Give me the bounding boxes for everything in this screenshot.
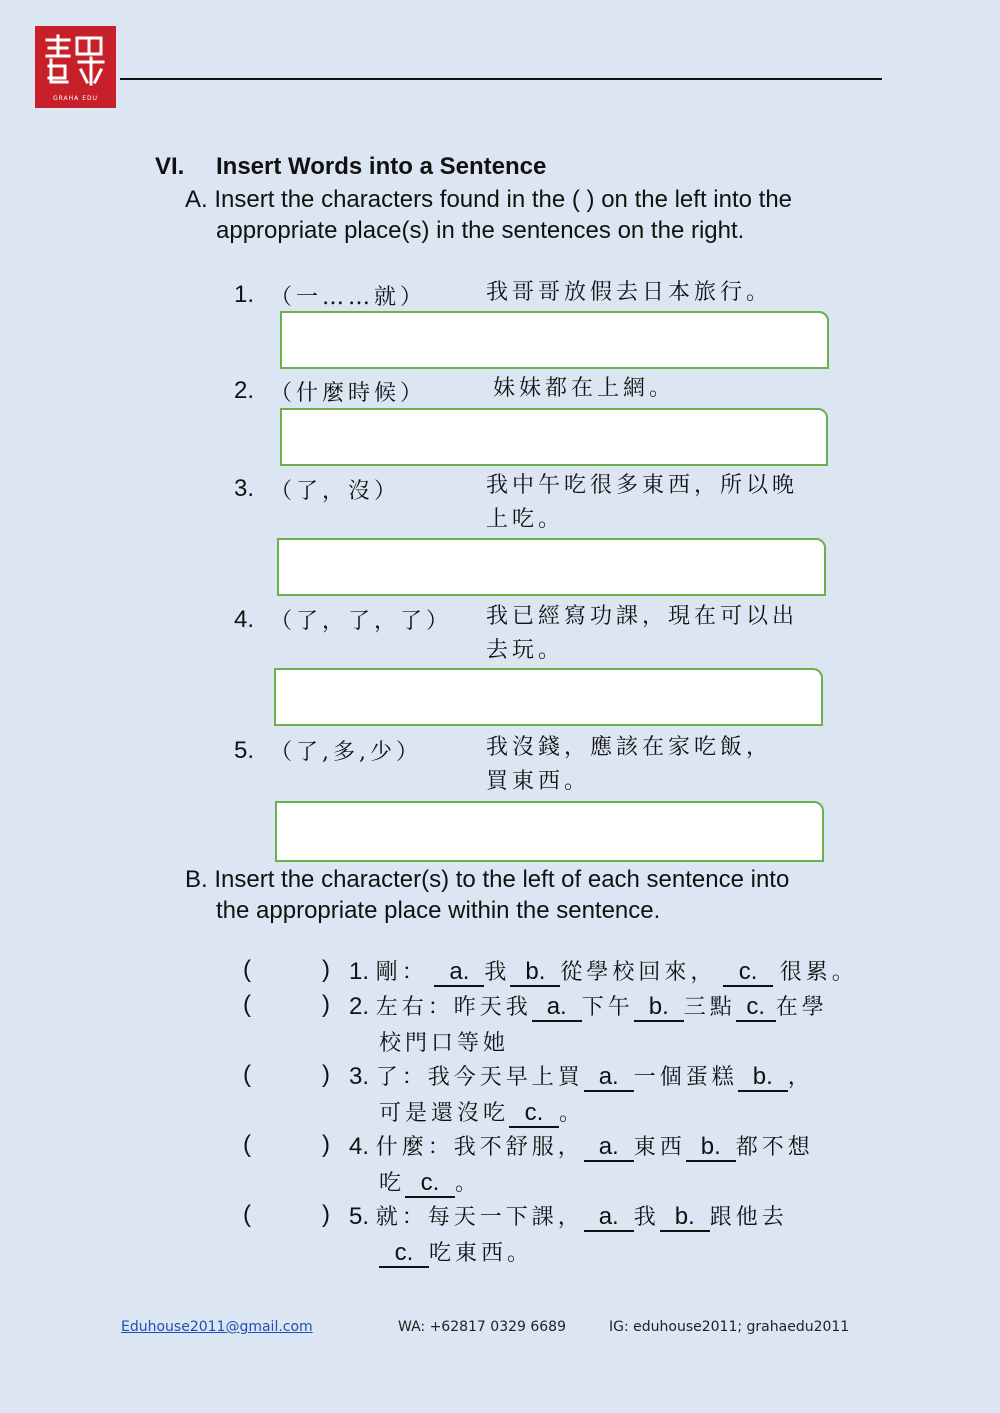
email-link[interactable]: Eduhouse2011@gmail.com (121, 1319, 313, 1335)
blank-slot: c. (723, 959, 773, 987)
answer-box-3[interactable] (277, 538, 826, 596)
part-a-item-3-cue: （了，沒） (270, 479, 401, 504)
sentence-fragment: 。 (455, 1171, 482, 1196)
answer-paren-open: ( (243, 1061, 251, 1088)
part-a-item-3-sentence (486, 469, 798, 537)
footer-whatsapp: WA: +62817 0329 6689 (398, 1319, 566, 1335)
answer-paren-close: ) (322, 1061, 330, 1088)
sentence-line: 上吃。 (486, 507, 565, 532)
item-number: 5. (349, 1203, 370, 1230)
part-a-item-4-cue: （了，了，了） (270, 609, 453, 634)
part-a-item-3-number: 3. (234, 475, 255, 502)
answer-paren-close: ) (322, 1131, 330, 1158)
answer-paren-close: ) (322, 991, 330, 1018)
answer-paren-open: ( (243, 1131, 251, 1158)
item-number: 1. (349, 958, 370, 985)
answer-box-5[interactable] (275, 801, 824, 862)
sentence-fragment: 東西 (633, 1135, 686, 1160)
sentence-line: 我中午吃很多東西，所以晚 (486, 473, 799, 498)
sentence-fragment: 我今天早上買 (427, 1065, 584, 1090)
part-a-item-5-sentence (486, 731, 772, 799)
section-title: Insert Words into a Sentence (216, 153, 547, 180)
blank-slot: b. (634, 994, 684, 1022)
blank-slot: b. (660, 1204, 710, 1232)
sentence-fragment: 吃東西。 (429, 1241, 534, 1266)
answer-paren-close: ) (322, 956, 330, 983)
part-b-item-2 (349, 989, 828, 1061)
blank-slot: c. (509, 1100, 559, 1128)
footer-email[interactable] (121, 1319, 313, 1335)
part-a-item-1-sentence (486, 276, 772, 310)
answer-paren-close: ) (322, 1201, 330, 1228)
target-word: 左右： (375, 995, 454, 1020)
sentence-fragment: 三點 (683, 995, 736, 1020)
sentence-fragment: 可是還沒吃 (379, 1101, 510, 1126)
logo-seal-icon (43, 34, 107, 86)
blank-slot: c. (736, 994, 776, 1022)
blank-slot: c. (379, 1240, 429, 1268)
part-a-line-1: A. Insert the characters found in the ( ) on the left into the (185, 186, 793, 213)
part-a-item-1-cue: （一……就） (270, 285, 427, 310)
part-a-item-2-number: 2. (234, 377, 255, 404)
sentence-fragment: ， (787, 1065, 814, 1090)
part-b-instructions (185, 864, 789, 926)
item-number: 2. (349, 993, 370, 1020)
sentence-fragment: 。 (559, 1101, 586, 1126)
sentence-line: 我哥哥放假去日本旅行。 (486, 280, 773, 305)
sentence-fragment: 校門口等她 (379, 1031, 510, 1056)
answer-box-1[interactable] (280, 311, 829, 369)
part-a-line-2: appropriate place(s) in the sentences on the right. (216, 217, 745, 244)
part-a-item-4-number: 4. (234, 606, 255, 633)
item-number: 3. (349, 1063, 370, 1090)
header-rule (120, 78, 882, 80)
blank-slot: b. (738, 1064, 788, 1092)
item-number: 4. (349, 1133, 370, 1160)
part-b-line-2: the appropriate place within the sentence. (216, 897, 661, 924)
answer-paren-open: ( (243, 956, 251, 983)
part-a-item-5-cue: （了,多,少） (270, 740, 422, 765)
sentence-fragment: 昨天我 (453, 995, 532, 1020)
part-a-item-5-number: 5. (234, 737, 255, 764)
part-b-item-3 (349, 1059, 814, 1131)
logo-text: GRAHA EDU (52, 95, 98, 102)
sentence-fragment: 在學 (775, 995, 828, 1020)
blank-slot: a. (532, 994, 582, 1022)
sentence-fragment: 下午 (581, 995, 634, 1020)
sentence-line: 妹妹都在上網。 (493, 376, 676, 401)
target-word: 什麼： (375, 1135, 454, 1160)
sentence-fragment: 我 (633, 1205, 660, 1230)
blank-slot: b. (510, 959, 560, 987)
blank-slot: a. (434, 959, 484, 987)
answer-box-4[interactable] (274, 668, 823, 726)
sentence-fragment: 很累。 (779, 960, 858, 985)
target-word: 就： (375, 1205, 428, 1230)
blank-slot: a. (584, 1134, 634, 1162)
footer-instagram: IG: eduhouse2011; grahaedu2011 (609, 1319, 850, 1335)
sentence-fragment: 吃 (379, 1171, 406, 1196)
blank-slot: a. (584, 1204, 634, 1232)
answer-box-2[interactable] (280, 408, 828, 466)
sentence-line: 我已經寫功課，現在可以出 (486, 604, 799, 629)
part-a-item-1-number: 1. (234, 281, 255, 308)
part-b-item-4 (349, 1129, 814, 1201)
graha-edu-logo (35, 26, 116, 108)
part-a-instructions (185, 184, 792, 246)
sentence-fragment: 跟他去 (709, 1205, 788, 1230)
blank-slot: a. (584, 1064, 634, 1092)
part-a-item-2-cue: （什麼時候） (270, 381, 427, 406)
sentence-fragment: 每天一下課， (427, 1205, 584, 1230)
sentence-fragment: 我 (484, 960, 511, 985)
blank-slot: b. (686, 1134, 736, 1162)
part-b-item-1 (349, 954, 858, 990)
sentence-fragment: 一個蛋糕 (633, 1065, 738, 1090)
target-word: 了： (375, 1065, 428, 1090)
blank-slot: c. (405, 1170, 455, 1198)
target-word: 剛： (375, 960, 428, 985)
part-a-item-2-sentence (493, 372, 675, 406)
section-number: VI. (155, 153, 185, 180)
sentence-line: 我沒錢，應該在家吃飯， (486, 735, 773, 760)
part-a-item-4-sentence (486, 600, 798, 668)
part-b-item-5 (349, 1199, 788, 1271)
answer-paren-open: ( (243, 1201, 251, 1228)
part-b-line-1: B. Insert the character(s) to the left of each sentence into (185, 866, 790, 893)
answer-paren-open: ( (243, 991, 251, 1018)
sentence-line: 買東西。 (486, 769, 591, 794)
sentence-fragment: 我不舒服， (453, 1135, 584, 1160)
sentence-line: 去玩。 (486, 638, 565, 663)
sentence-fragment: 從學校回來， (560, 960, 717, 985)
sentence-fragment: 都不想 (735, 1135, 814, 1160)
